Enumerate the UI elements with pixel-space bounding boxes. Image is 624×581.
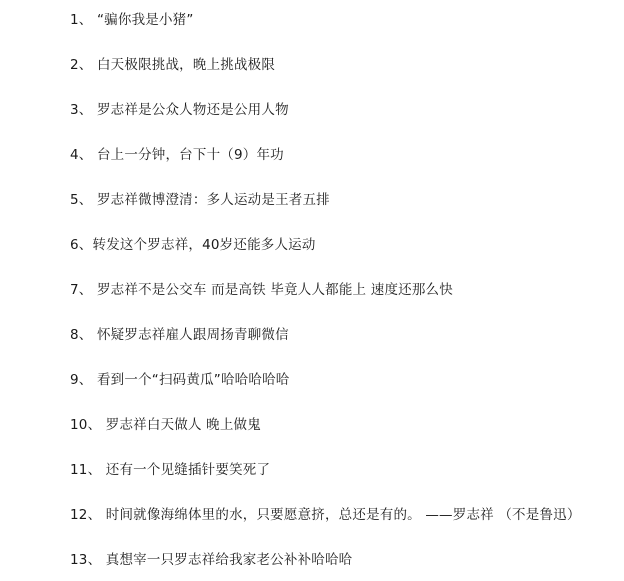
- list-item: 11、 还有一个见缝插针要笑死了: [70, 462, 271, 478]
- list-item: 8、 怀疑罗志祥雇人跟周扬青聊微信: [70, 327, 289, 343]
- list-item: 4、 台上一分钟，台下十（9）年功: [70, 147, 284, 163]
- list-item: 9、 看到一个“扫码黄瓜”哈哈哈哈哈: [70, 372, 290, 388]
- list-item: 1、 “骗你我是小猪”: [70, 12, 194, 28]
- list-item: 10、 罗志祥白天做人 晚上做鬼: [70, 417, 261, 433]
- list-item: 13、 真想宰一只罗志祥给我家老公补补哈哈哈: [70, 552, 353, 568]
- list-item: 5、 罗志祥微博澄清：多人运动是王者五排: [70, 192, 330, 208]
- list-item: 7、 罗志祥不是公交车 而是高铁 毕竟人人都能上 速度还那么快: [70, 282, 453, 298]
- list-item: 6、转发这个罗志祥，40岁还能多人运动: [70, 237, 316, 253]
- list-item: 12、 时间就像海绵体里的水，只要愿意挤，总还是有的。 ——罗志祥 （不是鲁迅）: [70, 507, 581, 523]
- list-item: 3、 罗志祥是公众人物还是公用人物: [70, 102, 289, 118]
- list-item: 2、 白天极限挑战，晚上挑战极限: [70, 57, 276, 73]
